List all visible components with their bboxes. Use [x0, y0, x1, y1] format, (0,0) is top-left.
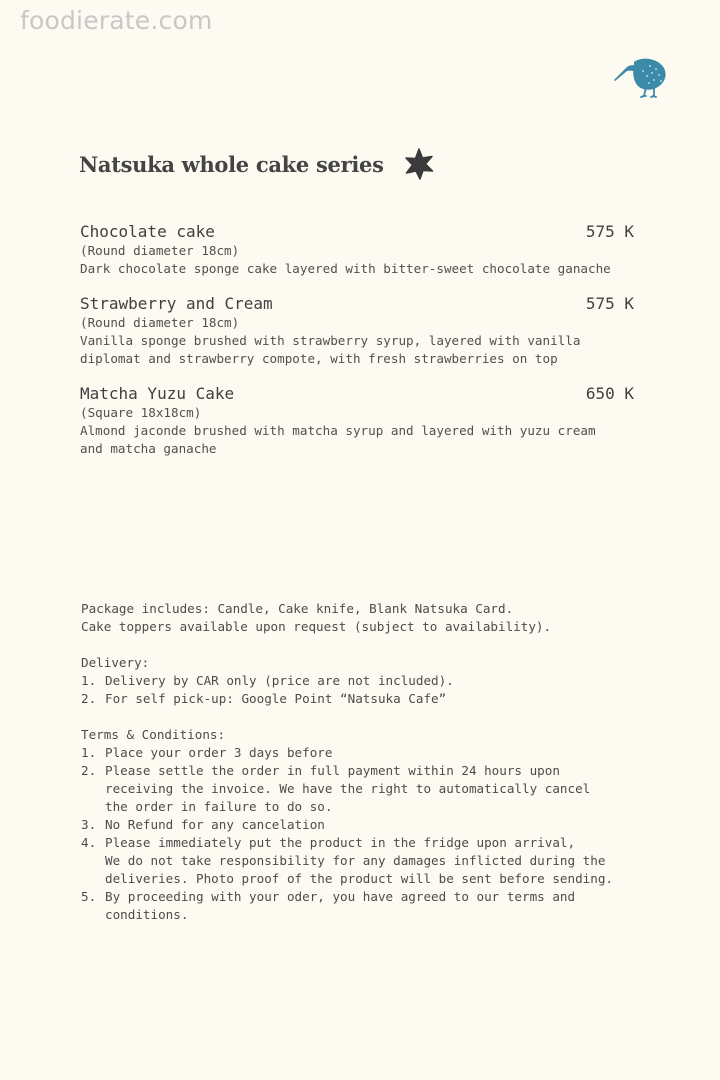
watermark-text: foodierate.com: [20, 6, 213, 35]
list-item: [81, 762, 661, 816]
terms-section: [81, 726, 661, 924]
item-price: 650 K: [585, 384, 634, 403]
item-price: 575 K: [585, 222, 634, 241]
item-name: Strawberry and Cream: [80, 294, 273, 313]
list-text: For self pick-up: Google Point “Natsuka Cafe”: [105, 691, 447, 706]
item-name: Matcha Yuzu Cake: [80, 384, 235, 403]
list-item: [81, 672, 661, 690]
item-description: Dark chocolate sponge cake layered with bitter-sweet chocolate ganache: [80, 261, 611, 276]
list-text: Delivery by CAR only (price are not included).: [105, 673, 454, 688]
item-description: Vanilla sponge brushed with strawberry syrup, layered with vanilla diplomat and strawberry compote, with fresh strawberries on top: [80, 333, 581, 366]
list-text: By proceeding with your oder, you have agreed to our terms and conditions.: [105, 889, 576, 922]
delivery-heading: Delivery:: [81, 655, 150, 670]
list-number: 4.: [81, 835, 97, 850]
list-number: 5.: [81, 889, 97, 904]
package-info: [81, 600, 661, 636]
list-item: [81, 744, 661, 762]
list-item: [81, 888, 661, 924]
package-line: Package includes: Candle, Cake knife, Blank Natsuka Card.: [81, 601, 514, 616]
list-item: [81, 834, 661, 888]
kiwi-bird-icon: [612, 52, 668, 98]
package-line: Cake toppers available upon request (subject to availability).: [81, 619, 552, 634]
delivery-section: [81, 654, 661, 708]
item-description: Almond jaconde brushed with matcha syrup and layered with yuzu cream and matcha ganache: [80, 423, 596, 456]
list-text: No Refund for any cancelation: [105, 817, 325, 832]
list-number: 3.: [81, 817, 97, 832]
list-text: Place your order 3 days before: [105, 745, 333, 760]
list-number: 1.: [81, 673, 97, 688]
star-icon: [404, 148, 434, 180]
menu-item: [80, 294, 650, 368]
item-size: (Square 18x18cm): [80, 405, 202, 420]
list-text: Please immediately put the product in the fridge upon arrival, We do not take responsibility for any damages inflicted during the deliveries. Photo proof of the product will be sent before sending.: [105, 835, 613, 886]
list-item: [81, 816, 661, 834]
menu-item: [80, 222, 650, 278]
list-number: 2.: [81, 763, 97, 778]
item-size: (Round diameter 18cm): [80, 315, 240, 330]
list-number: 1.: [81, 745, 97, 760]
list-item: [81, 690, 661, 708]
menu-header: [79, 148, 434, 180]
menu-item: [80, 384, 650, 458]
list-number: 2.: [81, 691, 97, 706]
page-title: Natsuka whole cake series: [79, 151, 384, 177]
list-text: Please settle the order in full payment within 24 hours upon receiving the invoice. We have the right to automatically cancel the order in failure to do so.: [105, 763, 591, 814]
item-price: 575 K: [585, 294, 634, 313]
item-size: (Round diameter 18cm): [80, 243, 240, 258]
item-name: Chocolate cake: [80, 222, 215, 241]
terms-heading: Terms & Conditions:: [81, 727, 226, 742]
